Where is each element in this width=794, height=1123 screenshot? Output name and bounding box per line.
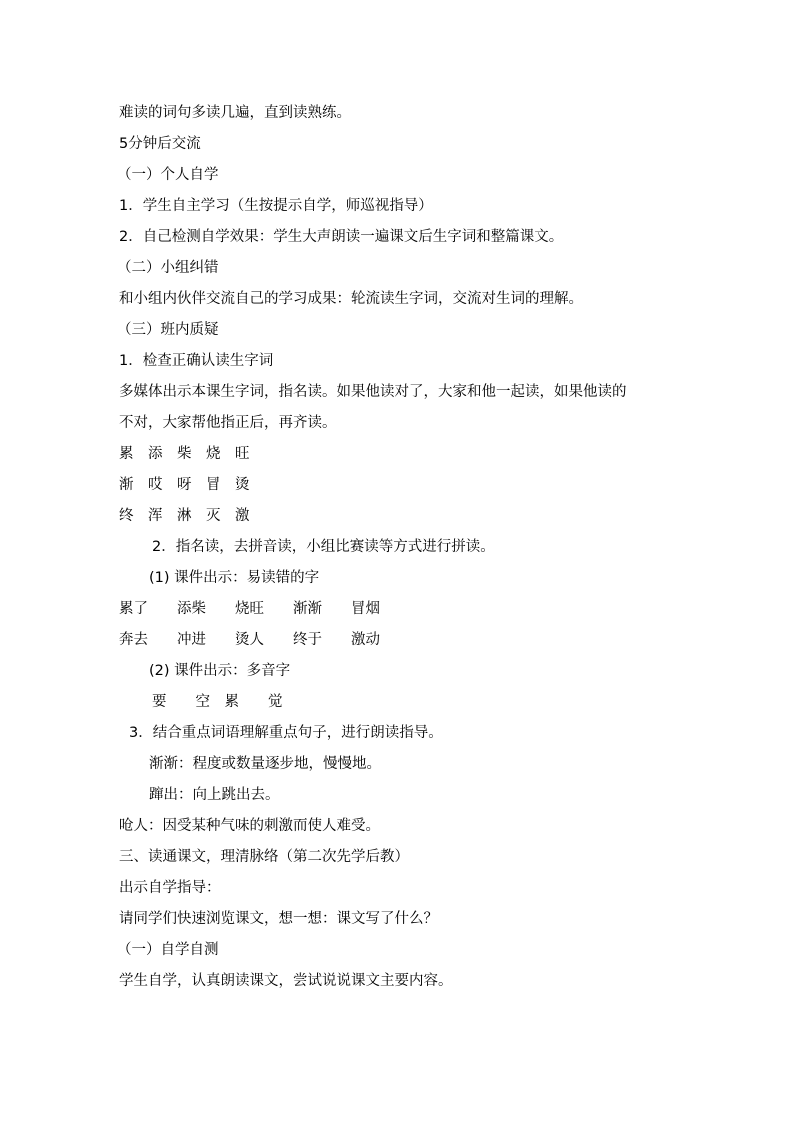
word-row-1: 累了 添柴 烧旺 渐渐 冒烟 — [119, 601, 380, 617]
text-line-26: 出示自学指导： — [119, 880, 221, 896]
text-line-15: 2．指名读，去拼音读，小组比赛读等方式进行拼读。 — [152, 539, 495, 555]
text-line-7: 和小组内伙伴交流自己的学习成果：轮流读生字词，交流对生词的理解。 — [119, 291, 583, 307]
text-line-29: 学生自学，认真朗读课文，尝试说说课文主要内容。 — [119, 973, 453, 989]
section-heading-class-questions: （三）班内质疑 — [117, 322, 219, 338]
text-line-11: 不对，大家帮他指正后，再齐读。 — [119, 415, 337, 431]
text-line-27: 请同学们快速浏览课文，想一想：课文写了什么？ — [119, 911, 438, 927]
text-line-1: 难读的词句多读几遍，直到读熟练。 — [119, 105, 351, 121]
text-line-10: 多媒体出示本课生字词，指名读。如果他读对了，大家和他一起读，如果他读的 — [119, 384, 627, 400]
character-row-3: 终 浑 淋 灭 激 — [119, 508, 250, 524]
section-heading-group-correction: （二）小组纠错 — [117, 260, 219, 276]
text-line-23: 蹿出：向上跳出去。 — [149, 787, 280, 803]
word-row-2: 奔去 冲进 烫人 终于 激动 — [119, 632, 380, 648]
text-line-21: 3．结合重点词语理解重点句子，进行朗读指导。 — [129, 725, 443, 741]
text-line-2: 5分钟后交流 — [119, 136, 201, 152]
text-line-5: 2．自己检测自学效果：学生大声朗读一遍课文后生字词和整篇课文。 — [119, 229, 564, 245]
section-heading-self-test: （一）自学自测 — [117, 942, 219, 958]
text-line-9: 1．检查正确认读生字词 — [119, 353, 274, 369]
section-heading-individual-study: （一）个人自学 — [117, 167, 219, 183]
text-line-19: (2) 课件出示：多音字 — [149, 663, 291, 679]
text-line-16: (1) 课件出示：易读错的字 — [149, 570, 320, 586]
section-heading-part-three: 三、读通课文，理清脉络（第二次先学后教） — [119, 849, 409, 865]
text-line-22: 渐渐：程度或数量逐步地，慢慢地。 — [149, 756, 381, 772]
text-line-4: 1．学生自主学习（生按提示自学，师巡视指导） — [119, 198, 433, 214]
text-line-24: 呛人：因受某种气味的刺激而使人难受。 — [119, 818, 380, 834]
polyphone-row: 要 空 累 觉 — [152, 694, 283, 710]
character-row-1: 累 添 柴 烧 旺 — [119, 446, 250, 462]
character-row-2: 渐 哎 呀 冒 烫 — [119, 477, 250, 493]
